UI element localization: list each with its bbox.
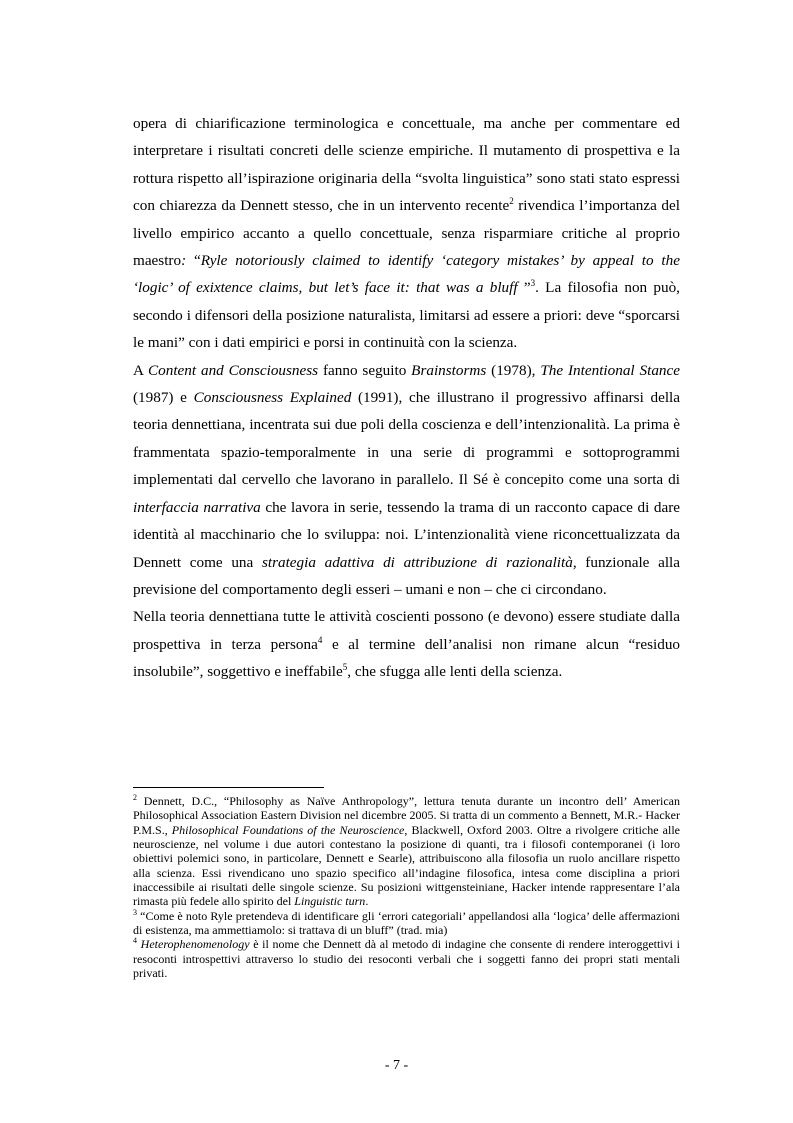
text-run: fanno seguito (318, 361, 412, 379)
footnote-ref: 2 (133, 793, 137, 802)
text-run: , che sfugga alle lenti della scienza. (347, 663, 563, 681)
text-run: Nella teoria dennettiana tutte le attività coscienti possono (e devono) essere studiate dalla prospettiva in terza persona (133, 608, 680, 653)
text-run: e al termine dell’analisi non rimane alcun “residuo insolubile”, soggettivo e ineffabile (133, 635, 681, 681)
text-run: “Come è noto Ryle pretendeva di identificare gli ‘errori categoriali’ appellandosi alla ‘logica’ delle affermazioni di esistenza, ma ammettiamolo: si trattava di un bluff” (trad. mia) (133, 908, 680, 938)
italic-text: strategia adattiva di attribuzione di razionalità (261, 553, 573, 571)
italic-text: interfaccia narrativa (133, 498, 261, 516)
footnote-ref: 3 (530, 278, 536, 289)
footnote-ref: 5 (342, 662, 348, 673)
footnote (133, 909, 680, 938)
text-run: rivendica l’importanza del livello empirico accanto a quello concettuale, senza risparmiare critiche al proprio maestro (133, 197, 680, 270)
italic-text: Ryle notoriously claimed to identify ‘category mistakes’ by appeal to the ‘logic’ of exixtence claims, but let’s face it: that was a bluff (133, 252, 680, 297)
text-run: opera di chiarificazione terminologica e concettuale, ma anche per commentare ed interpretare i risultati concreti delle scienze empiriche. Il mutamento di prospettiva e la rottura rispetto all’ispirazione originaria della “svolta linguistica” sono stati stato espressi con chiarezza da Dennett stesso, che in un intervento recente (133, 115, 680, 215)
italic-text: Consciousness Explained (193, 389, 352, 407)
text-run: (1978), (486, 361, 541, 379)
footnote-ref: 4 (133, 936, 137, 946)
footnotes (133, 794, 680, 980)
italic-text: Brainstorms (411, 361, 487, 379)
page-number: - 7 - (384, 1058, 409, 1073)
text-run: ” (517, 279, 531, 297)
text-run: Dennett, D.C., “Philosophy as Naïve Anthropology”, lettura tenuta durante un incontro dell’ American Philosophical Association Eastern Division nel dicembre 2005. Si tratta di un commento a Bennett, M.R.- Hacker P.M.S., (133, 794, 680, 837)
footnote-ref: 3 (133, 907, 137, 917)
text-run: A (133, 361, 149, 379)
text-run: (1991), che illustrano il progressivo affinarsi della teoria dennettiana, incentrata sui due poli della coscienza e dell’intenzionalità. La prima è frammentata spazio-temporalmente in una serie di programmi e sottoprogrammi implementati dal cervello che lavorano in parallelo. Il Sé è concepito come una sorta di (133, 389, 680, 489)
text-run: . (365, 894, 369, 909)
text-run: che lavora in serie, tessendo la trama di un racconto capace di dare identità al macchinario che lo sviluppa: noi. L’intenzionalità viene riconcettualizzata da Dennett come una (133, 498, 681, 571)
text-run: , funzionale alla previsione del comportamento degli esseri – umani e non – che ci circondano. (133, 553, 680, 598)
text-run: , Blackwell, Oxford 2003. Oltre a rivolgere critiche alle neuroscienze, nel volume i due autori contestano la posizione di quanti, tra i filosofi contemporanei (i loro obiettivi polemici sono, in particolare, Dennett e Searle), attribuiscono alla filosofia un ruolo ancillare rispetto alla scienza. Essi rivendicano uno spazio specifico all’indagine filosofica, intesa come disciplina a priori inaccessibile ai risultati delle singole scienze. Su posizioni wittgensteiniane, Hacker intende rappresentare l’ala rimasta più fedele allo spirito del (133, 822, 680, 909)
italic-text: Content and Consciousness (148, 361, 319, 379)
paragraph (133, 110, 680, 357)
italic-text: : (181, 252, 187, 270)
footnote (133, 937, 680, 980)
text-run: . La filosofia non può, secondo i difensori della posizione naturalista, limitarsi ad essere a priori: deve “sporcarsi le mani” con i dati empirici e porsi in continuità con la scienza. (133, 279, 680, 352)
footnote-separator (133, 787, 324, 788)
body-text (133, 110, 680, 686)
paragraph (133, 603, 680, 685)
text-run: è il nome che Dennett dà al metodo di indagine che consente di rendere interoggettivi i resoconti introspettivi attraverso lo studio dei resoconti verbali che i soggetti fanno dei propri stati mentali privati. (133, 937, 681, 981)
footnote (133, 794, 680, 909)
footnote-ref: 2 (509, 196, 514, 207)
text-run: “ (186, 252, 201, 270)
italic-text: Philosophical Foundations of the Neuroscience (171, 822, 405, 837)
footnote-ref: 4 (317, 634, 323, 645)
italic-text: The Intentional Stance (540, 361, 680, 379)
text-run: (1987) e (133, 389, 194, 407)
paragraph (133, 357, 680, 604)
italic-text: Heterophenomenology (140, 937, 250, 952)
italic-text: Linguistic turn (294, 894, 366, 909)
